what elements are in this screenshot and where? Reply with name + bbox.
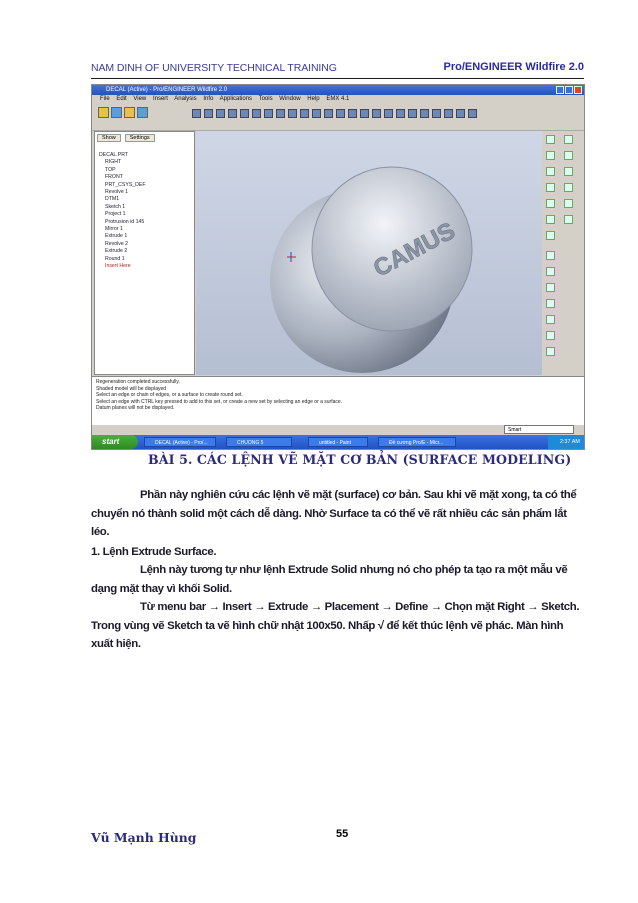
select-icon[interactable] xyxy=(276,109,285,118)
tree-item[interactable]: FRONT xyxy=(105,174,123,181)
copy-icon[interactable] xyxy=(228,109,237,118)
datum-axes-icon[interactable] xyxy=(444,109,453,118)
layers-icon[interactable] xyxy=(372,109,381,118)
cut-icon[interactable] xyxy=(216,109,225,118)
feature-toolbar xyxy=(542,131,584,375)
window-controls xyxy=(556,86,582,94)
csys-icon[interactable] xyxy=(468,109,477,118)
window-titlebar xyxy=(92,85,584,95)
model-tree xyxy=(99,152,146,271)
menu-analysis[interactable]: Analysis xyxy=(174,96,197,102)
hole-tool-icon[interactable] xyxy=(546,283,555,292)
tree-item[interactable]: TOP xyxy=(105,166,116,173)
tree-item[interactable]: DTM1 xyxy=(105,196,120,203)
menu-emx[interactable]: EMX 4.1 xyxy=(326,96,350,102)
tree-item[interactable]: PRT_CSYS_DEF xyxy=(105,181,146,188)
menu-bar xyxy=(92,95,584,104)
tree-item[interactable]: DECAL.PRT xyxy=(99,152,129,158)
wireframe-icon[interactable] xyxy=(396,109,405,118)
tree-show-tab[interactable]: Show xyxy=(97,134,121,142)
main-toolbar xyxy=(92,104,584,131)
tree-item[interactable]: Sketch 1 xyxy=(105,203,126,210)
taskbar-clock: 2:37 AM xyxy=(548,435,584,449)
tree-item[interactable]: Extrude 1 xyxy=(105,233,128,240)
header-institution: NAM DINH OF UNIVERSITY TECHNICAL TRAINING xyxy=(91,62,337,74)
tree-item[interactable]: Revolve 2 xyxy=(105,240,129,247)
message-line: Shaded model will be displayed xyxy=(96,385,167,392)
maximize-icon[interactable] xyxy=(565,86,573,94)
revolve-tool-icon[interactable] xyxy=(546,199,555,208)
header-software: Pro/ENGINEER Wildfire 2.0 xyxy=(443,61,584,73)
section-text-1: Lệnh này tương tự như lệnh Extrude Solid nhưng nó cho phép ta tạo ra một mẫu vẽ dạng mặt thay vì khối Solid. xyxy=(91,564,568,595)
hidden-line-icon[interactable] xyxy=(408,109,417,118)
redo-icon[interactable] xyxy=(204,109,213,118)
shading-icon[interactable] xyxy=(420,109,429,118)
tree-item[interactable]: Extrude 2 xyxy=(105,248,128,255)
print-icon[interactable] xyxy=(137,107,148,118)
section-heading: 1. Lệnh Extrude Surface. xyxy=(91,546,217,558)
tree-item[interactable]: Round 1 xyxy=(105,255,125,262)
open-icon[interactable] xyxy=(111,107,122,118)
paste-icon[interactable] xyxy=(240,109,249,118)
menu-file[interactable]: File xyxy=(100,96,110,102)
message-line: Select an edge with CTRL key pressed to add to this set, or create a new set by selecting an edge or a surface. xyxy=(96,398,343,405)
mirror-tool-icon[interactable] xyxy=(546,315,555,324)
menu-view[interactable]: View xyxy=(133,96,147,102)
lesson-title: BÀI 5. CÁC LỆNH VẼ MẶT CƠ BẢN (SURFACE MODELING) xyxy=(148,452,572,467)
sweep-tool-icon[interactable] xyxy=(564,199,573,208)
datum-planes-icon[interactable] xyxy=(432,109,441,118)
menu-edit[interactable]: Edit xyxy=(116,96,127,102)
taskbar-item[interactable]: Đề cương Pro/E - Micr... xyxy=(378,437,456,447)
start-button[interactable]: start xyxy=(92,435,138,449)
menu-window[interactable]: Window xyxy=(279,96,301,102)
spin-icon[interactable] xyxy=(300,109,309,118)
tree-settings-tab[interactable]: Settings xyxy=(125,134,155,142)
model-emboss-text: CAMUS xyxy=(369,217,460,283)
new-icon[interactable] xyxy=(98,107,109,118)
tree-item[interactable]: RIGHT xyxy=(105,159,122,166)
pattern-tool-icon[interactable] xyxy=(546,299,555,308)
shell-tool-icon[interactable] xyxy=(546,231,555,240)
regenerate-icon[interactable] xyxy=(252,109,261,118)
taskbar-item[interactable]: DECAL (Active) - Pro/... xyxy=(144,437,216,447)
merge-tool-icon[interactable] xyxy=(546,331,555,340)
curve-tool-icon[interactable] xyxy=(546,167,555,176)
footer-author: Vũ Mạnh Hùng xyxy=(91,830,197,845)
tree-item[interactable]: Revolve 1 xyxy=(105,189,129,196)
extrude-tool-icon[interactable] xyxy=(564,183,573,192)
menu-help[interactable]: Help xyxy=(307,96,320,102)
model-tree-panel xyxy=(94,131,195,375)
point-tool-icon[interactable] xyxy=(564,151,573,160)
blend-tool-icon[interactable] xyxy=(546,215,555,224)
tree-tabs xyxy=(97,134,155,142)
taskbar-item[interactable]: untitled - Paint xyxy=(308,437,368,447)
zoom-out-icon[interactable] xyxy=(324,109,333,118)
sketch-tool-icon[interactable] xyxy=(546,151,555,160)
menu-applications[interactable]: Applications xyxy=(219,96,253,102)
datum-axis-tool-icon[interactable] xyxy=(564,135,573,144)
selection-filter[interactable]: Smart xyxy=(504,425,574,434)
message-line: Select an edge or chain of edges, or a surface to create round set. xyxy=(96,392,243,399)
file-toolbar xyxy=(98,107,148,118)
refit-icon[interactable] xyxy=(336,109,345,118)
datum-plane-tool-icon[interactable] xyxy=(546,135,555,144)
page-number: 55 xyxy=(336,828,349,840)
intro-text: Phần này nghiên cứu các lệnh vẽ mặt (surface) cơ bản. Sau khi vẽ mặt xong, ta có thể chuyển nó thành solid một cách dễ dàng. Nhờ Surface ta có thể vẽ rất nhiều các sản phẩm lắt léo. xyxy=(91,489,577,538)
csys-tool-icon[interactable] xyxy=(564,167,573,176)
menu-info[interactable]: Info xyxy=(203,96,214,102)
tree-item[interactable]: Project 1 xyxy=(105,211,126,218)
draft-tool-icon[interactable] xyxy=(546,267,555,276)
trim-tool-icon[interactable] xyxy=(546,347,555,356)
datum-points-icon[interactable] xyxy=(456,109,465,118)
minimize-icon[interactable] xyxy=(556,86,564,94)
menu-insert[interactable]: Insert xyxy=(152,96,168,102)
page-header xyxy=(91,60,584,79)
model-view xyxy=(196,131,542,375)
analysis-tool-icon[interactable] xyxy=(546,183,555,192)
find-icon[interactable] xyxy=(264,109,273,118)
windows-taskbar xyxy=(92,435,584,449)
orient-icon[interactable] xyxy=(348,109,357,118)
menu-tools[interactable]: Tools xyxy=(258,96,273,102)
tree-item[interactable]: Mirror 1 xyxy=(105,226,123,233)
message-area xyxy=(92,376,584,425)
repaint-icon[interactable] xyxy=(288,109,297,118)
round-tool-icon[interactable] xyxy=(564,215,573,224)
view-manager-icon[interactable] xyxy=(384,109,393,118)
graphics-viewport[interactable] xyxy=(196,131,542,375)
proe-screenshot xyxy=(91,84,585,450)
message-line: Regeneration completed successfully. xyxy=(96,379,180,385)
message-line: Datum planes will not be displayed. xyxy=(96,405,175,412)
section-paragraph-1 xyxy=(91,561,586,598)
tree-item[interactable]: Insert Here xyxy=(105,263,131,270)
taskbar-item[interactable]: CHUONG 5 xyxy=(226,437,292,447)
save-icon[interactable] xyxy=(124,107,135,118)
rib-tool-icon[interactable] xyxy=(546,251,555,260)
zoom-in-icon[interactable] xyxy=(312,109,321,118)
window-title: DECAL (Active) - Pro/ENGINEER Wildfire 2.0 xyxy=(106,87,228,93)
close-icon[interactable] xyxy=(574,86,582,94)
undo-icon[interactable] xyxy=(192,109,201,118)
section-text-2: Từ menu bar → Insert → Extrude → Placement → Define → Chọn mặt Right → Sketch. Trong vùng vẽ Sketch ta vẽ hình chữ nhật 100x50. Nhấp √ để kết thúc lệnh vẽ phác. Màn hình xuất hiện. xyxy=(91,601,580,650)
view-toolbar xyxy=(192,109,477,118)
section-paragraph-2 xyxy=(91,598,586,654)
tree-item[interactable]: Protrusion id 145 xyxy=(105,218,145,225)
saved-views-icon[interactable] xyxy=(360,109,369,118)
intro-paragraph xyxy=(91,486,586,542)
